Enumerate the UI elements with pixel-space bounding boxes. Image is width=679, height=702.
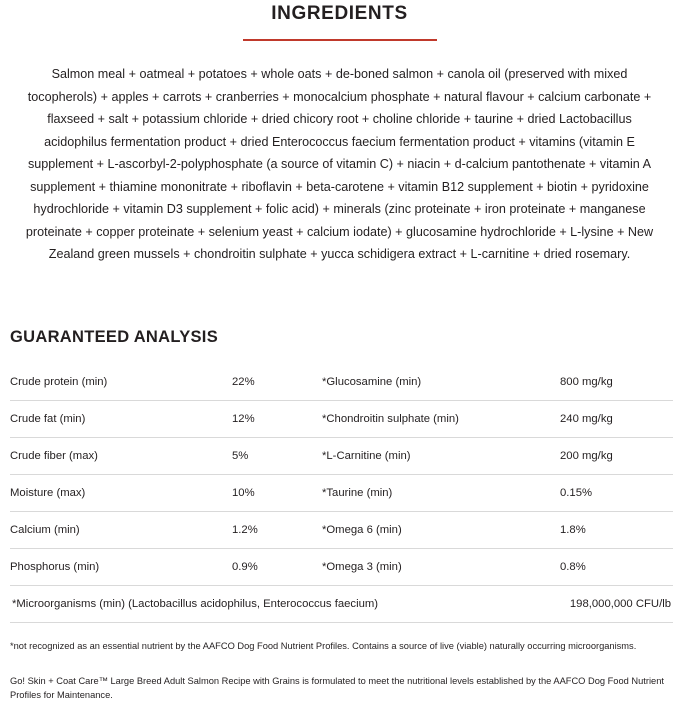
nutrient-value: 240 mg/kg <box>560 400 673 437</box>
nutrient-value: 22% <box>232 364 322 401</box>
table-row <box>10 511 673 548</box>
nutrient-label: *Omega 3 (min) <box>322 548 560 585</box>
nutrient-label: Crude fiber (max) <box>10 437 232 474</box>
nutrient-value: 5% <box>232 437 322 474</box>
nutrient-value: 12% <box>232 400 322 437</box>
nutrient-value: 0.8% <box>560 548 673 585</box>
nutrient-label: *Omega 6 (min) <box>322 511 560 548</box>
nutrient-label: Crude protein (min) <box>10 364 232 401</box>
heading-divider <box>243 39 437 41</box>
microorganisms-value: 198,000,000 CFU/lb <box>560 585 673 622</box>
nutrient-value: 0.15% <box>560 474 673 511</box>
nutrient-label: Moisture (max) <box>10 474 232 511</box>
table-row <box>10 364 673 401</box>
nutrient-label: *Taurine (min) <box>322 474 560 511</box>
ingredients-text: Salmon meal + oatmeal + potatoes + whole oats + de-boned salmon + canola oil (preserved with mixed tocopherols) + apples + carrots + cranberries + monocalcium phosphate + natural flavour + calcium carbonate + flaxseed + salt + potassium chloride + dried chicory root + choline chloride + taurine + dried Lactobacillus acidophilus fermentation product + dried Enterococcus faecium fermentation product + vitamins (vitamin E supplement + L-ascorbyl-2-polyphosphate (a source of vitamin C) + niacin + d-calcium pantothenate + vitamin A supplement + thiamine mononitrate + riboflavin + beta-carotene + vitamin B12 supplement + biotin + pyridoxine hydrochloride + vitamin D3 supplement + folic acid) + minerals (zinc proteinate + iron proteinate + manganese proteinate + copper proteinate + selenium yeast + calcium iodate) + glucosamine hydrochloride + L-lysine + New Zealand green mussels + chondroitin sulphate + yucca schidigera extract + L-carnitine + dried rosemary. <box>25 67 654 261</box>
footnote-formulation-statement: Go! Skin + Coat Care™ Large Breed Adult Salmon Recipe with Grains is formulated to meet the nutritional levels established by the AAFCO Dog Food Nutrient Profiles for Maintenance. <box>10 675 664 700</box>
table-row <box>10 548 673 585</box>
microorganisms-label: *Microorganisms (min) (Lactobacillus acidophilus, Enterococcus faecium) <box>10 585 560 622</box>
nutrient-value: 800 mg/kg <box>560 364 673 401</box>
ingredients-heading: INGREDIENTS <box>271 3 408 24</box>
table-row <box>10 400 673 437</box>
nutrient-value: 1.8% <box>560 511 673 548</box>
nutrient-label: *Chondroitin sulphate (min) <box>322 400 560 437</box>
nutrient-label: *Glucosamine (min) <box>322 364 560 401</box>
guaranteed-analysis-heading: GUARANTEED ANALYSIS <box>10 327 219 346</box>
nutrient-label: *L-Carnitine (min) <box>322 437 560 474</box>
nutrient-value: 1.2% <box>232 511 322 548</box>
nutrient-label: Crude fat (min) <box>10 400 232 437</box>
table-row <box>10 474 673 511</box>
nutrient-label: Phosphorus (min) <box>10 548 232 585</box>
table-row <box>10 585 673 622</box>
table-row <box>10 437 673 474</box>
nutrient-value: 10% <box>232 474 322 511</box>
nutrient-value: 200 mg/kg <box>560 437 673 474</box>
nutrient-value: 0.9% <box>232 548 322 585</box>
guaranteed-analysis-table <box>10 364 673 623</box>
footnote-aafco-nutrient: *not recognized as an essential nutrient by the AAFCO Dog Food Nutrient Profiles. Contains a source of live (viable) naturally occurring microorganisms. <box>10 640 637 651</box>
nutrient-label: Calcium (min) <box>10 511 232 548</box>
